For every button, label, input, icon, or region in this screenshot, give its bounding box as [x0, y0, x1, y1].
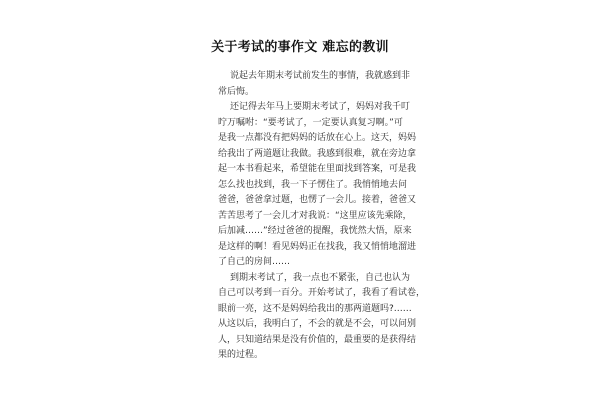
- text-line: 常后悔。: [218, 86, 255, 97]
- text-line: 说起去年期末考试前发生的事情，我就感到非: [230, 71, 411, 81]
- text-line: 人，只知道结果是没有价值的，最重要的是获得结: [218, 334, 417, 345]
- text-line: 眼前一亮，这不是妈妈给我出的那两道题吗?……: [218, 303, 412, 314]
- page-title: 关于考试的事作文 难忘的教训: [211, 40, 389, 55]
- text-line: 起一本书看起来，希望能在里面找到答案，可是我: [218, 164, 417, 174]
- article-body: [218, 69, 426, 364]
- text-line: 自己可以考到一百分。开始考试了，我看了看试卷，: [218, 288, 426, 298]
- text-line: 后加减……”经过爸爸的提醒，我恍然大悟，原来: [218, 226, 412, 236]
- text-line: 还记得去年马上要期末考试了，妈妈对我千叮: [230, 102, 411, 112]
- text-line: 了自己的房间……: [218, 257, 291, 267]
- text-line: 苦苦思考了一会儿才对我说：“这里应该先乘除，: [218, 210, 412, 221]
- text-line: 果的过程。: [218, 350, 264, 360]
- text-line: 到期末考试了，我一点也不紧张，自己也认为: [230, 272, 411, 283]
- text-line: 咛万嘱咐：“要考试了，一定要认真复习啊。”可: [218, 117, 403, 128]
- text-line: 给我出了两道题让我做。我感到很难，就在旁边拿: [218, 148, 417, 159]
- text-line: 从这以后，我明白了，不会的就是不会，可以问别: [218, 319, 417, 329]
- text-line: 是我一点都没有把妈妈的话放在心上。这天，妈妈: [218, 133, 417, 143]
- text-line: 爸爸，爸爸拿过题，也愣了一会儿。接着，爸爸又: [218, 195, 417, 205]
- text-line: 是这样的啊！看见妈妈正在找我，我又悄悄地溜进: [218, 241, 417, 252]
- text-line: 怎么找也找到，我一下子愣住了。我悄悄地去问: [218, 179, 408, 190]
